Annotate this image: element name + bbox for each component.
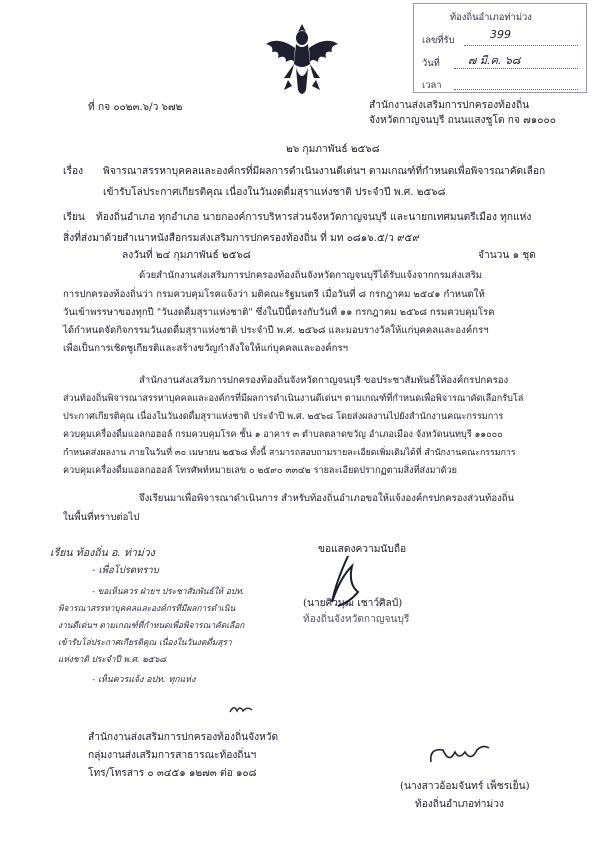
garuda-emblem-icon bbox=[262, 20, 342, 102]
document-number: ที่ กจ ๐๐๒๓.๖/ว ๖๗๒ bbox=[88, 102, 183, 113]
official-signature-icon bbox=[425, 738, 495, 774]
body-p1-line: การปกครองท้องถิ่นว่า กรมควบคุมโรคแจ้งว่า มติคณะรัฐมนตรี เมื่อวันที่ ๘ กรกฎาคม ๒๕๔๑ กำหนดให้ bbox=[63, 289, 485, 300]
attachment-line-2: ลงวันที่ ๒๔ กุมภาพันธ์ ๒๕๖๘ bbox=[122, 250, 251, 261]
signer-name: (นายศิวนุฒ เชาว์ศิลป์) bbox=[303, 598, 403, 609]
attachment-label: สิ่งที่ส่งมาด้วย bbox=[63, 233, 123, 244]
to-text: ท้องถิ่นอำเภอ ทุกอำเภอ นายกองค์การบริหารส่วนจังหวัดกาญจนบุรี และนายกเทศมนตรีเมือง ทุกแห่ง bbox=[96, 212, 532, 223]
body-p1-line: วันเข้าพรรษาของทุกปี "วันงดดื่มสุราแห่งชาติ" ซึ่งในปีนี้ตรงกับวันที่ ๑๑ กรกฎาคม ๒๕๖๘ กรมควบคุมโรค bbox=[63, 307, 495, 318]
stamp-org: ท้องถิ่นอำเภอท่าม่วง bbox=[450, 12, 532, 23]
closing-text: ขอแสดงความนับถือ bbox=[318, 544, 407, 555]
handwritten-line: - เห็นควรแจ้ง อปท. ทุกแห่ง bbox=[92, 675, 196, 685]
handwritten-line: - ขอเห็นควร ฝ่ายฯ ประชาสัมพันธ์ให้ อปท. bbox=[92, 586, 245, 596]
body-p2-line: สำนักงานส่งเสริมการปกครองท้องถิ่นจังหวัดกาญจนบุรี ขอประชาสัมพันธ์ให้องค์กรปกครอง bbox=[139, 375, 509, 386]
subject-line-2: เข้ารับโล่ประกาศเกียรติคุณ เนื่องในวันงดดื่มสุราแห่งชาติ ประจำปี พ.ศ. ๒๕๖๘ bbox=[103, 187, 446, 198]
body-p1-line: ได้กำหนดจัดกิจกรรมวันงดดื่มสุราแห่งชาติ ประจำปี พ.ศ. ๒๕๖๘ และมอบรางวัลให้แก่บุคคลและองค์กรฯ bbox=[63, 325, 489, 336]
footer-line-1: สำนักงานส่งเสริมการปกครองท้องถิ่นจังหวัด bbox=[88, 732, 279, 743]
handwritten-line: - เพื่อโปรดทราบ bbox=[92, 565, 159, 576]
stamp-receive-no: 399 bbox=[490, 28, 511, 41]
body-p2-line: ควบคุมเครื่องดื่มแอลกอฮอล์ กรมควบคุมโรค ชั้น ๑ อาคาร ๓ ตำบลตลาดขวัญ อำเภอเมือง จังหวัดนนทบุรี ๑๑๐๐๐ bbox=[63, 430, 503, 440]
stamp-time-label: เวลา bbox=[422, 80, 442, 91]
signer-position: ท้องถิ่นจังหวัดกาญจนบุรี bbox=[303, 614, 410, 625]
body-p1-line: ด้วยสำนักงานส่งเสริมการปกครองท้องถิ่นจังหวัดกาญจนบุรีได้รับแจ้งจากกรมส่งเสริม bbox=[139, 270, 483, 281]
handwritten-line: เข้ารับโล่ประกาศเกียรติคุณ เนื่องในวันงดดื่มสุรา bbox=[58, 637, 232, 647]
receipt-stamp bbox=[413, 3, 587, 93]
attachment-line-1: สำเนาหนังสือกรมส่งเสริมการปกครองท้องถิ่น ที่ มท ๐๘๑๖.๕/ว ๙๕๙ bbox=[122, 233, 420, 244]
body-p1-line: เพื่อเป็นการเชิดชูเกียรติและสร้างขวัญกำลังใจให้แก่บุคคลและองค์กรฯ bbox=[63, 343, 348, 354]
body-p3-line: จึงเรียนมาเพื่อพิจารณาดำเนินการ สำหรับท้องถิ่นอำเภอขอให้แจ้งองค์กรปกครองส่วนท้องถิ่น bbox=[139, 493, 515, 504]
attachment-count: จำนวน ๑ ชุด bbox=[478, 250, 536, 261]
sender-line-2: จังหวัดกาญจนบุรี ถนนแสงชูโต กจ ๗๑๐๐๐ bbox=[369, 115, 556, 126]
official-position: ท้องถิ่นอำเภอท่าม่วง bbox=[415, 799, 504, 810]
initials-icon bbox=[228, 702, 254, 716]
stamp-date-value: ๗ มี.ค. ๖๘ bbox=[468, 54, 521, 67]
stamp-receive-no-label: เลขที่รับ bbox=[422, 35, 455, 46]
handwritten-line: แห่งชาติ ประจำปี พ.ศ. ๒๕๖๘ bbox=[58, 654, 166, 664]
body-p3-line: ในพื้นที่ทราบต่อไป bbox=[63, 512, 140, 523]
body-p2-line: ประกาศเกียรติคุณ เนื่องในวันงดดื่มสุราแห่งชาติ ประจำปี พ.ศ. ๒๕๖๘ โดยส่งผลงานไปยังสำนักงานคณะกรรมการ bbox=[63, 412, 504, 422]
to-label: เรียน bbox=[63, 212, 85, 223]
handwritten-line: เรียน ท้องถิ่น อ. ท่าม่วง bbox=[50, 547, 155, 559]
footer-line-3: โทร/โทรสาร ๐ ๓๔๕๑ ๑๒๗๓ ต่อ ๑๐๘ bbox=[88, 768, 257, 779]
official-name: (นางสาวอ้อมจันทร์ เพ็ชรเย็น) bbox=[400, 781, 530, 792]
stamp-date-label: วันที่ bbox=[422, 58, 440, 69]
body-p2-line: ควบคุมเครื่องดื่มแอลกอฮอล์ โทรศัพท์หมายเลข ๐ ๒๕๙๐ ๓๓๔๒ รายละเอียดปรากฏตามสิ่งที่ส่งมาด้วย bbox=[63, 466, 457, 476]
handwritten-line: งานดีเด่นฯ ตามเกณฑ์ที่กำหนดเพื่อพิจารณาคัดเลือก bbox=[58, 620, 245, 630]
sender-line-1: สำนักงานส่งเสริมการปกครองท้องถิ่น bbox=[369, 100, 530, 111]
document-date: ๒๖ กุมภาพันธ์ ๒๕๖๘ bbox=[286, 144, 380, 155]
handwritten-line: พิจารณาสรรหาบุคคลและองค์กรที่มีผลการดำเนิน bbox=[58, 603, 236, 613]
body-p2-line: ส่วนท้องถิ่นพิจารณาสรรหาบุคคลและองค์กรที่มีผลการดำเนินงานดีเด่นฯ ตามเกณฑ์ที่กำหนดเพื่อพิจารณาคัดเลือกรับโล่ bbox=[63, 394, 524, 404]
subject-label: เรื่อง bbox=[63, 166, 84, 177]
body-p2-line: กำหนดส่งผลงาน ภายในวันที่ ๓๐ เมษายน ๒๕๖๘ ทั้งนี้ สามารถสอบถามรายละเอียดเพิ่มเติมได้ที่ สำนักงานคณะกรรมการ bbox=[63, 448, 516, 458]
footer-line-2: กลุ่มงานส่งเสริมการสาธารณะท้องถิ่นฯ bbox=[88, 750, 257, 761]
subject-line-1: พิจารณาสรรหาบุคคลและองค์กรที่มีผลการดำเนินงานดีเด่นฯ ตามเกณฑ์ที่กำหนดเพื่อพิจารณาคัดเลือก bbox=[103, 166, 546, 177]
